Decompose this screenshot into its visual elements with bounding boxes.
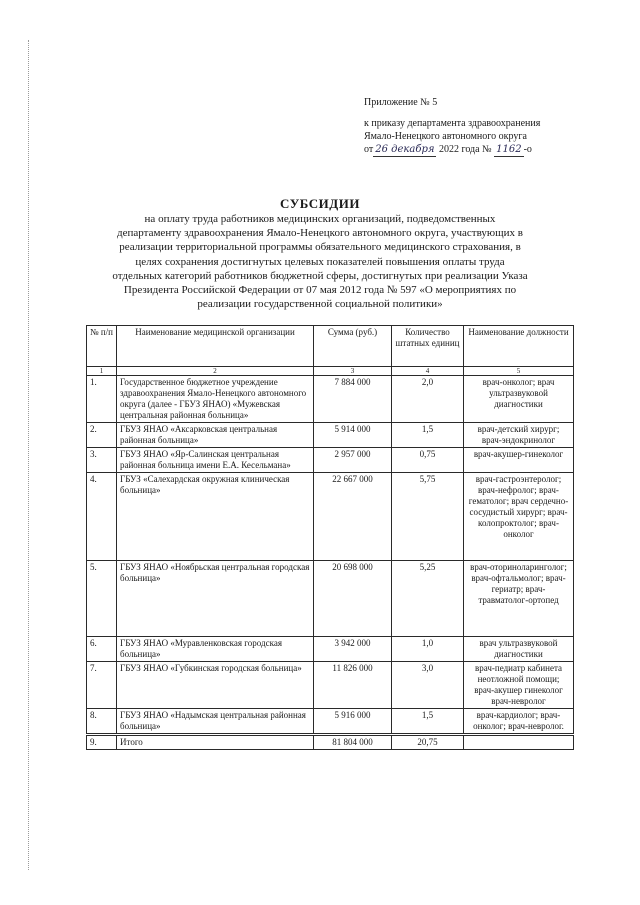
order-line-2: Ямало-Ненецкого автономного округа <box>364 131 527 142</box>
table-row <box>87 662 574 709</box>
row-num: 7. <box>87 662 117 709</box>
index-cell: 1 <box>87 367 117 376</box>
row-num: 6. <box>87 637 117 662</box>
subsidies-table <box>86 325 574 750</box>
row-sum: 3 942 000 <box>314 637 392 662</box>
row-pos: врач-акушер-гинеколог <box>464 448 574 473</box>
subtitle-line: реализации государственной социальной политики» <box>197 298 443 311</box>
row-num: 4. <box>87 473 117 561</box>
subtitle-line: реализации территориальной программы обязательного медицинского страхования, в <box>119 241 521 254</box>
row-qty: 5,25 <box>392 561 464 637</box>
row-qty: 1,0 <box>392 637 464 662</box>
table-row <box>87 376 574 423</box>
table-header-row <box>87 326 574 367</box>
row-num: 2. <box>87 423 117 448</box>
subtitle-line: целях сохранения достигнутых целевых показателей повышения оплаты труда <box>135 255 505 268</box>
order-date-line <box>364 143 540 157</box>
table-row <box>87 561 574 637</box>
table-row <box>87 423 574 448</box>
order-from: от <box>364 144 374 155</box>
index-cell: 2 <box>117 367 314 376</box>
row-num: 9. <box>87 735 117 750</box>
row-sum: 5 914 000 <box>314 423 392 448</box>
appendix-title: Приложение № 5 <box>364 97 438 108</box>
table-row <box>87 637 574 662</box>
row-sum: 22 667 000 <box>314 473 392 561</box>
row-pos: врач-педиатр кабинета неотложной помощи; врач-акушер гинеколог врач-невролог <box>464 662 574 709</box>
order-date-handwritten: 26 декабря <box>375 144 435 155</box>
order-suffix: -о <box>523 144 532 155</box>
row-qty: 1,5 <box>392 709 464 735</box>
row-qty: 1,5 <box>392 423 464 448</box>
row-org: Итого <box>117 735 314 750</box>
document-title: СУБСИДИИ <box>280 196 360 211</box>
row-pos: врач-гастроэнтеролог; врач-нефролог; врач-гематолог; врач сердечно-сосудистый хирург; врач-колопроктолог; врач-онколог <box>464 473 574 561</box>
row-pos: врач-кардиолог; врач-онколог; врач-невролог. <box>464 709 574 735</box>
row-sum: 5 916 000 <box>314 709 392 735</box>
row-qty: 0,75 <box>392 448 464 473</box>
row-org: ГБУЗ ЯНАО «Яр-Салинская центральная районная больница имени Е.А. Кесельмана» <box>117 448 314 473</box>
table-row <box>87 709 574 735</box>
row-org: Государственное бюджетное учреждение здравоохранения Ямало-Ненецкого автономного округа (далее - ГБУЗ ЯНАО) «Мужевская центральная районная больница» <box>117 376 314 423</box>
scan-margin-line <box>28 40 29 870</box>
index-cell: 5 <box>464 367 574 376</box>
row-pos: врач-оториноларинголог; врач-офтальмолог; врач-гериатр; врач-травматолог-ортопед <box>464 561 574 637</box>
row-num: 8. <box>87 709 117 735</box>
header-sum: Сумма (руб.) <box>314 326 392 367</box>
order-year: 2022 года № <box>438 144 492 155</box>
row-num: 3. <box>87 448 117 473</box>
table-total-row <box>87 735 574 750</box>
header-qty: Количество штатных единиц <box>392 326 464 367</box>
row-pos: врач-онколог; врач ультразвуковой диагностики <box>464 376 574 423</box>
row-sum: 11 826 000 <box>314 662 392 709</box>
index-cell: 3 <box>314 367 392 376</box>
table-row <box>87 448 574 473</box>
subtitle-line: Президента Российской Федерации от 07 мая 2012 года № 597 «О мероприятиях по <box>123 284 517 297</box>
row-pos: врач-детский хирург; врач-эндокринолог <box>464 423 574 448</box>
subtitle-line: отдельных категорий работников бюджетной сферы, достигнутых при реализации Указа <box>112 269 528 282</box>
row-org: ГБУЗ ЯНАО «Губкинская городская больница» <box>117 662 314 709</box>
row-sum: 81 804 000 <box>314 735 392 750</box>
subtitle-line: на оплату труда работников медицинских организаций, подведомственных <box>144 213 496 225</box>
row-sum: 2 957 000 <box>314 448 392 473</box>
row-pos: врач ультразвуковой диагностики <box>464 637 574 662</box>
row-org: ГБУЗ «Салехардская окружная клиническая больница» <box>117 473 314 561</box>
row-org: ГБУЗ ЯНАО «Надымская центральная районная больница» <box>117 709 314 735</box>
subtitle-line: департаменту здравоохранения Ямало-Ненецкого автономного округа, участвующих в <box>117 227 523 240</box>
row-org: ГБУЗ ЯНАО «Аксарковская центральная районная больница» <box>117 423 314 448</box>
row-qty: 20,75 <box>392 735 464 750</box>
row-pos <box>464 735 574 750</box>
header-num: № п/п <box>87 326 117 367</box>
header-pos: Наименование должности <box>464 326 574 367</box>
table-row <box>87 473 574 561</box>
row-qty: 2,0 <box>392 376 464 423</box>
row-sum: 20 698 000 <box>314 561 392 637</box>
row-sum: 7 884 000 <box>314 376 392 423</box>
row-org: ГБУЗ ЯНАО «Ноябрьская центральная городская больница» <box>117 561 314 637</box>
row-qty: 5,75 <box>392 473 464 561</box>
order-number-handwritten: 1162 <box>496 144 522 155</box>
table-index-row <box>87 367 574 376</box>
row-org: ГБУЗ ЯНАО «Муравленковская городская больница» <box>117 637 314 662</box>
row-num: 5. <box>87 561 117 637</box>
order-line-1: к приказу департамента здравоохранения <box>364 118 541 129</box>
row-num: 1. <box>87 376 117 423</box>
appendix-header <box>364 96 540 157</box>
row-qty: 3,0 <box>392 662 464 709</box>
document-subtitle <box>108 212 532 311</box>
index-cell: 4 <box>392 367 464 376</box>
header-org: Наименование медицинской организации <box>117 326 314 367</box>
